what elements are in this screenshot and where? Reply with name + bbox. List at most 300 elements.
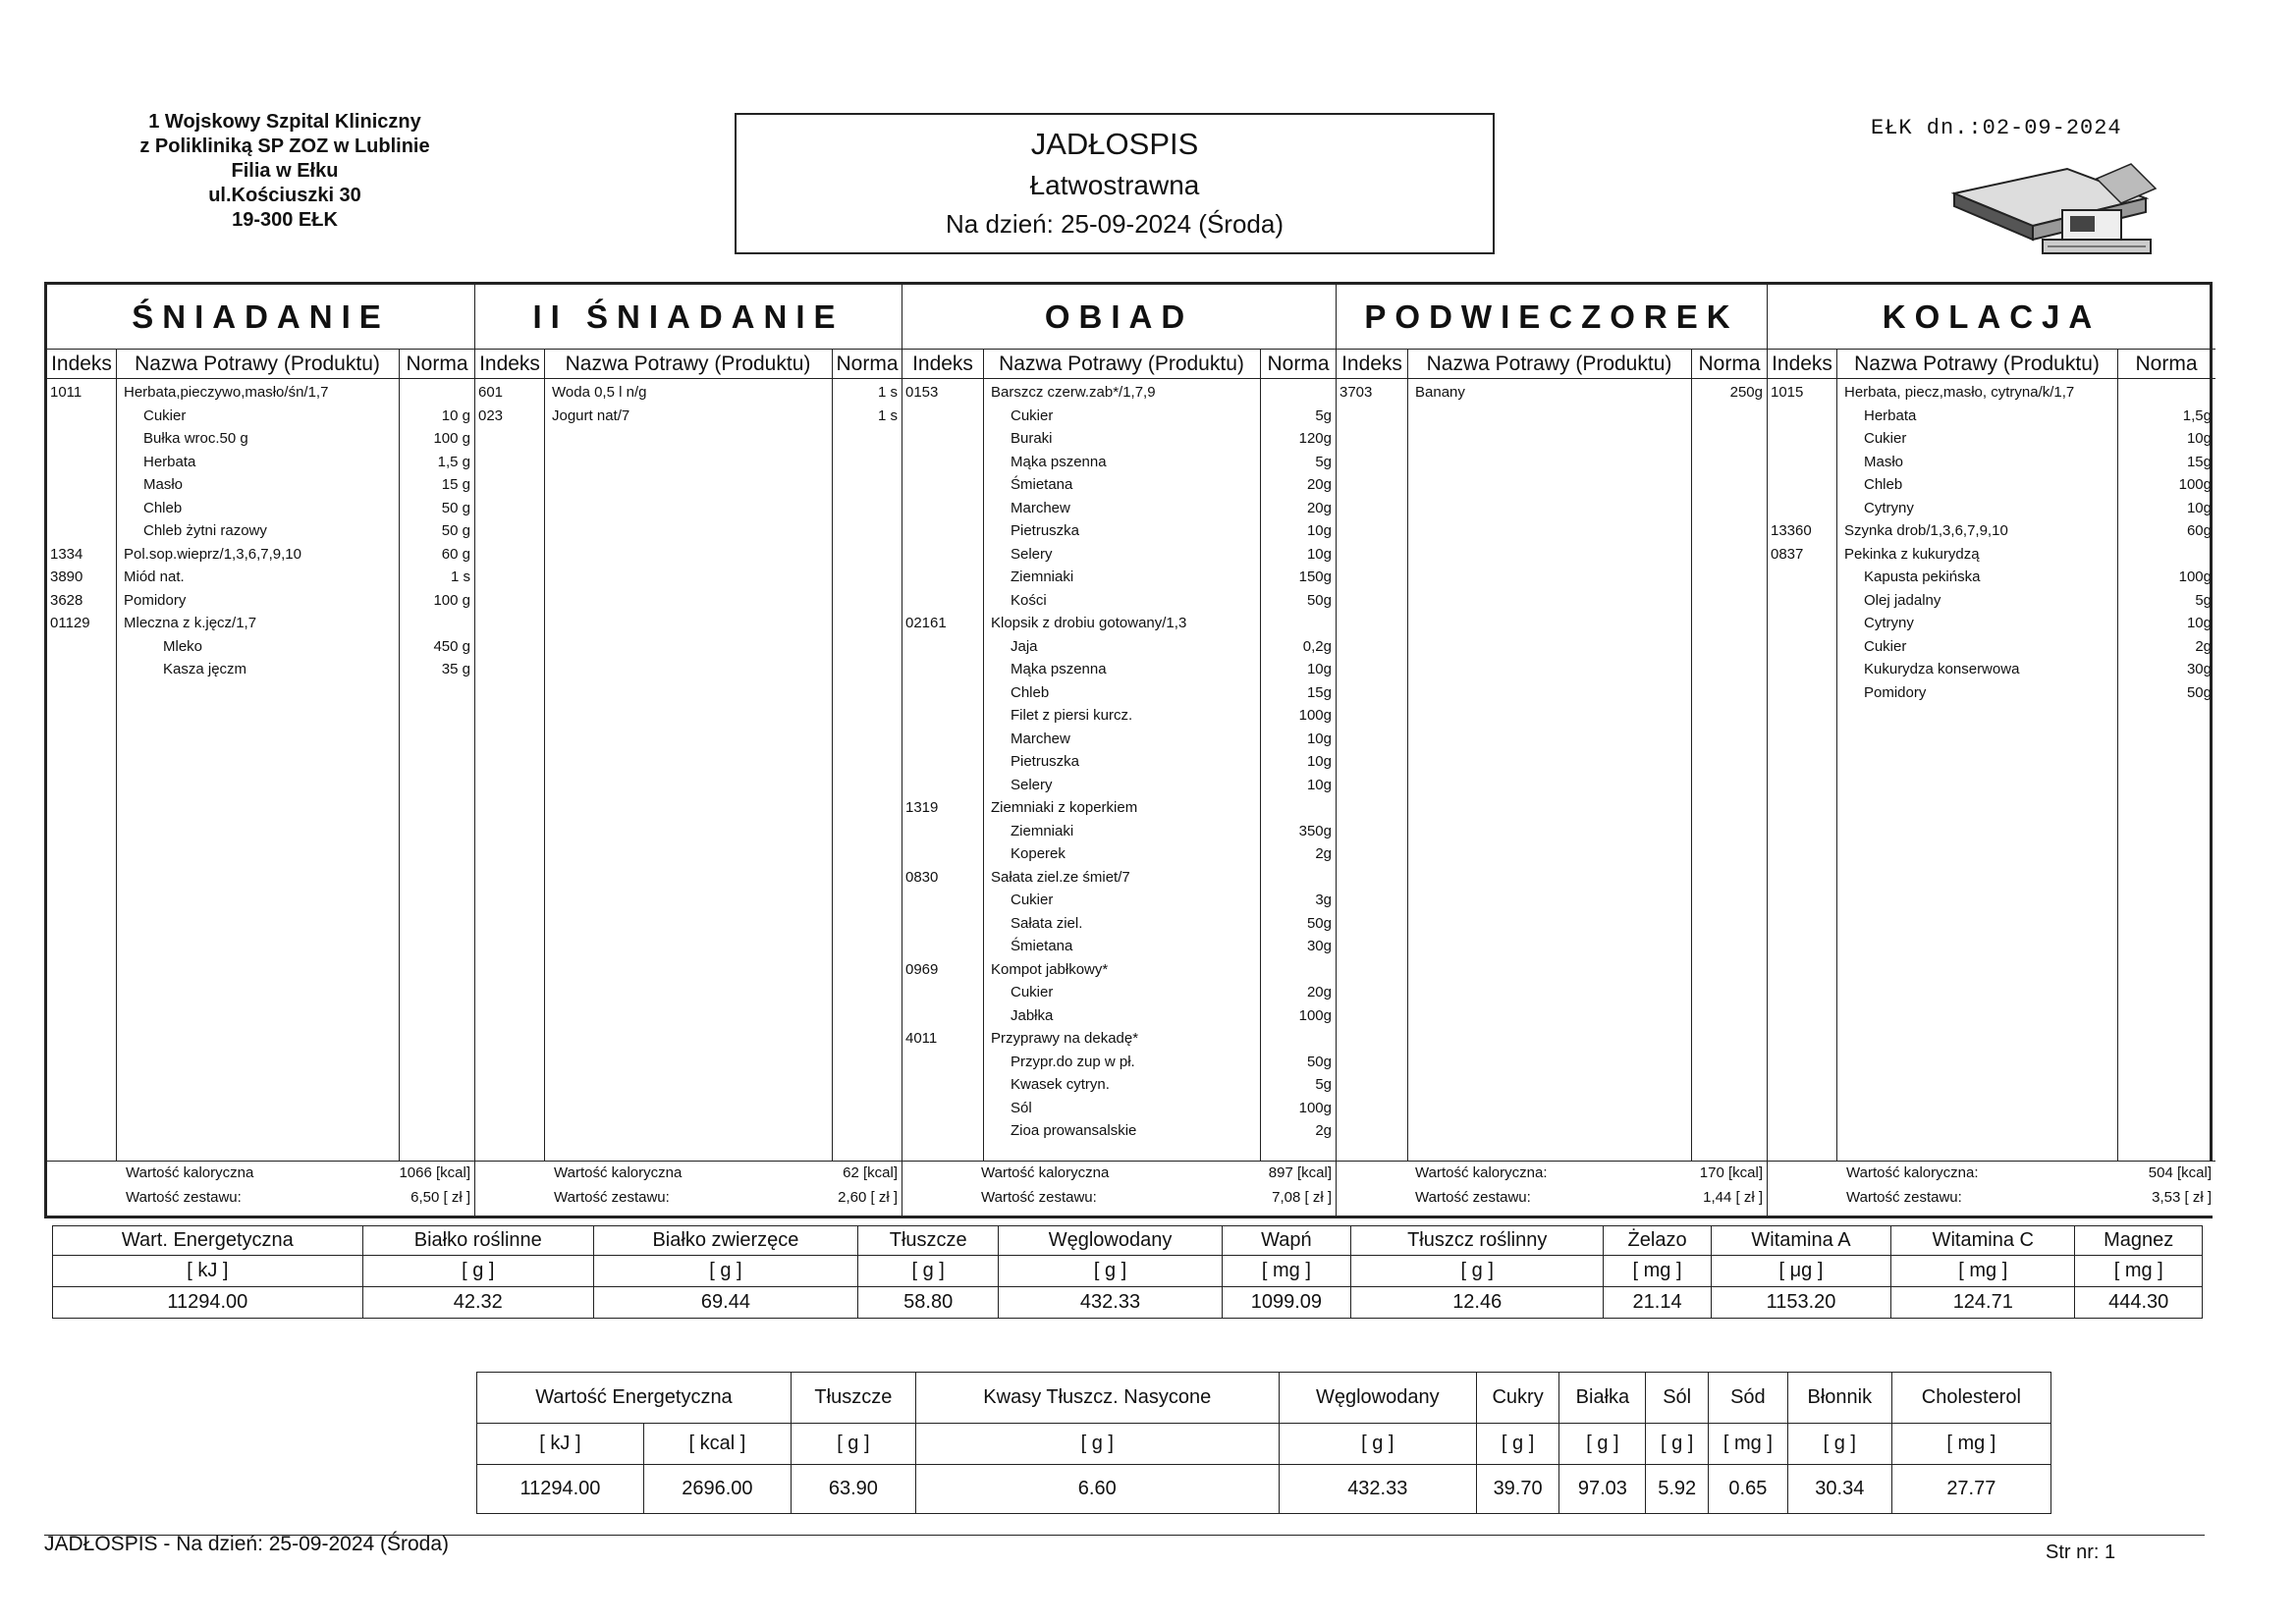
item-index: 3890 bbox=[50, 568, 83, 585]
nutrition-unit-cell: [ kJ ] bbox=[53, 1256, 363, 1287]
kcal-label: Wartość kaloryczna bbox=[554, 1164, 683, 1181]
item-name: Jogurt nat/7 bbox=[552, 406, 630, 424]
menu-item-row bbox=[1768, 658, 2215, 681]
item-norm: 50g bbox=[1306, 591, 1332, 609]
item-name: Przypr.do zup w pł. bbox=[1011, 1053, 1135, 1070]
item-norm: 15g bbox=[1306, 683, 1332, 701]
menu-item-row bbox=[902, 889, 1336, 912]
nazwa-header: Nazwa Potrawy (Produktu) bbox=[999, 352, 1244, 375]
menu-item-row bbox=[902, 473, 1336, 497]
norma-header: Norma bbox=[1267, 352, 1330, 375]
item-norm: 100g bbox=[2178, 568, 2212, 585]
item-norm: 20g bbox=[1306, 476, 1332, 493]
nutrition-summary-table bbox=[52, 1225, 2203, 1319]
nutrition-value-cell: 6.60 bbox=[915, 1465, 1279, 1514]
item-norm: 5g bbox=[1315, 453, 1332, 470]
nutrition-header-cell: Węglowodany bbox=[999, 1226, 1222, 1256]
item-norm: 1 s bbox=[450, 568, 470, 585]
item-name: Mąka pszenna bbox=[1011, 453, 1107, 470]
item-norm: 3g bbox=[1315, 892, 1332, 908]
nutrition-unit-cell: [ g ] bbox=[999, 1256, 1222, 1287]
nutrition-value-cell: 69.44 bbox=[593, 1287, 857, 1319]
nutrition-value-cell: 1099.09 bbox=[1222, 1287, 1351, 1319]
meal-title: KOLACJA bbox=[1768, 285, 2215, 350]
item-norm: 350g bbox=[1298, 822, 1332, 839]
menu-item-row bbox=[902, 543, 1336, 567]
menu-item-row bbox=[902, 519, 1336, 543]
item-index: 3703 bbox=[1339, 384, 1373, 401]
nutrition-header-cell: Witamina C bbox=[1891, 1226, 2075, 1256]
menu-item-row bbox=[47, 497, 474, 520]
meal-column-sniadanie bbox=[47, 285, 475, 1216]
column-divider bbox=[1407, 350, 1408, 1162]
item-name: Koperek bbox=[1011, 845, 1066, 862]
nutrition-value-cell: 5.92 bbox=[1646, 1465, 1708, 1514]
nutrition-value-cell: 432.33 bbox=[999, 1287, 1222, 1319]
item-norm: 60g bbox=[2186, 522, 2212, 539]
item-index: 13360 bbox=[1771, 522, 1812, 539]
item-name: Mąka pszenna bbox=[1011, 661, 1107, 677]
meal-summary bbox=[47, 1161, 474, 1216]
menu-item-row bbox=[1768, 589, 2215, 613]
meal-summary bbox=[902, 1161, 1336, 1216]
indeks-header: Indeks bbox=[912, 352, 973, 375]
menu-item-row bbox=[1768, 497, 2215, 520]
column-divider bbox=[544, 350, 545, 1162]
meal-column-kolacja bbox=[1768, 285, 2215, 1216]
item-index: 0830 bbox=[905, 868, 939, 886]
item-norm: 100g bbox=[1298, 707, 1332, 724]
item-norm: 150g bbox=[1298, 568, 1332, 585]
menu-item-row bbox=[902, 1119, 1336, 1143]
nutrition-unit-cell: [ g ] bbox=[1646, 1424, 1708, 1465]
item-name: Pietruszka bbox=[1011, 753, 1080, 770]
nutrition-value-cell: 63.90 bbox=[791, 1465, 915, 1514]
item-norm: 60 g bbox=[441, 545, 470, 563]
item-norm: 1 s bbox=[877, 384, 898, 401]
hospital-line: 1 Wojskowy Szpital Kliniczny bbox=[148, 111, 421, 133]
nutrition-header-cell: Cukry bbox=[1476, 1373, 1559, 1424]
menu-item-row bbox=[902, 635, 1336, 659]
menu-item-row bbox=[1768, 635, 2215, 659]
menu-item-row bbox=[47, 658, 474, 681]
item-name: Selery bbox=[1011, 545, 1053, 563]
column-subheader bbox=[475, 350, 902, 379]
menu-item-row bbox=[47, 566, 474, 589]
meal-summary bbox=[475, 1161, 902, 1216]
item-norm: 2g bbox=[1315, 845, 1332, 862]
cost-value: 3,53 [ zł ] bbox=[2152, 1189, 2212, 1206]
item-name: Masło bbox=[143, 476, 184, 493]
item-norm: 10g bbox=[2186, 615, 2212, 631]
menu-item-row bbox=[47, 589, 474, 613]
item-norm: 250g bbox=[1729, 384, 1763, 401]
item-name: Kapusta pekińska bbox=[1864, 568, 1981, 585]
item-name: Jabłka bbox=[1011, 1006, 1054, 1024]
item-name: Kasza jęczm bbox=[163, 661, 247, 677]
cost-label: Wartość zestawu: bbox=[1415, 1189, 1531, 1206]
item-norm: 10g bbox=[1306, 545, 1332, 563]
menu-item-row bbox=[902, 750, 1336, 774]
norma-header: Norma bbox=[836, 352, 899, 375]
column-subheader bbox=[47, 350, 474, 379]
nutrition-header-cell: Błonnik bbox=[1787, 1373, 1891, 1424]
menu-item-row bbox=[1768, 451, 2215, 474]
kcal-value: 62 [kcal] bbox=[843, 1164, 898, 1181]
nutrition-header-cell: Węglowodany bbox=[1279, 1373, 1476, 1424]
item-name: Kompot jabłkowy* bbox=[991, 960, 1109, 978]
menu-item-row bbox=[902, 774, 1336, 797]
nutrition-header-cell: Białko roślinne bbox=[362, 1226, 593, 1256]
meal-title: II ŚNIADANIE bbox=[475, 285, 902, 350]
item-name: Chleb bbox=[1864, 476, 1903, 493]
kcal-label: Wartość kaloryczna: bbox=[1415, 1164, 1548, 1181]
nutrition-header-cell: Cholesterol bbox=[1891, 1373, 2050, 1424]
item-name: Herbata, piecz,masło, cytryna/k/1,7 bbox=[1844, 384, 2075, 401]
item-name: Pomidory bbox=[1864, 683, 1927, 701]
item-index: 023 bbox=[478, 406, 504, 424]
menu-item-row bbox=[902, 728, 1336, 751]
menu-item-row bbox=[47, 612, 474, 635]
nutrition-unit-cell: [ g ] bbox=[1351, 1256, 1604, 1287]
nutrition-header-cell: Tłuszcze bbox=[858, 1226, 999, 1256]
nazwa-header: Nazwa Potrawy (Produktu) bbox=[135, 352, 380, 375]
item-name: Cukier bbox=[1864, 637, 1907, 655]
menu-item-row bbox=[902, 958, 1336, 982]
menu-item-row bbox=[902, 1073, 1336, 1097]
nutrition-value-cell: 21.14 bbox=[1604, 1287, 1712, 1319]
item-norm: 50 g bbox=[441, 499, 470, 516]
item-name: Sól bbox=[1011, 1099, 1032, 1116]
column-subheader bbox=[902, 350, 1336, 379]
item-index: 0153 bbox=[905, 384, 939, 401]
kcal-label: Wartość kaloryczna: bbox=[1846, 1164, 1979, 1181]
item-norm: 1,5g bbox=[2182, 406, 2212, 424]
menu-item-row bbox=[902, 658, 1336, 681]
item-norm: 100g bbox=[1298, 1006, 1332, 1024]
nutrition-value-cell: 444.30 bbox=[2075, 1287, 2203, 1319]
kcal-value: 1066 [kcal] bbox=[399, 1164, 470, 1181]
item-name: Marchew bbox=[1011, 499, 1070, 516]
item-name: Kukurydza konserwowa bbox=[1864, 661, 2020, 677]
cost-value: 7,08 [ zł ] bbox=[1272, 1189, 1332, 1206]
footer-title: JADŁOSPIS - Na dzień: 25-09-2024 (Środa) bbox=[44, 1533, 450, 1555]
nutrition-unit-cell: [ g ] bbox=[858, 1256, 999, 1287]
menu-date: Na dzień: 25-09-2024 (Środa) bbox=[946, 209, 1284, 239]
item-norm: 30g bbox=[2186, 661, 2212, 677]
menu-item-row bbox=[902, 405, 1336, 428]
item-norm: 10g bbox=[1306, 776, 1332, 793]
book-logo-icon bbox=[1949, 159, 2175, 257]
nutrition-value-cell: 39.70 bbox=[1476, 1465, 1559, 1514]
item-norm: 50 g bbox=[441, 522, 470, 539]
nutrition-unit-cell: [ g ] bbox=[593, 1256, 857, 1287]
nutrition-value-cell: 432.33 bbox=[1279, 1465, 1476, 1514]
item-name: Cytryny bbox=[1864, 615, 1914, 631]
menu-item-row bbox=[47, 381, 474, 405]
nutrition-unit-cell: [ μg ] bbox=[1711, 1256, 1890, 1287]
menu-item-row bbox=[902, 566, 1336, 589]
nutrition-header-cell: Sól bbox=[1646, 1373, 1708, 1424]
menu-item-row bbox=[902, 1051, 1336, 1074]
item-norm: 450 g bbox=[433, 637, 470, 655]
menu-item-row bbox=[902, 381, 1336, 405]
item-norm: 15 g bbox=[441, 476, 470, 493]
item-norm: 120g bbox=[1298, 430, 1332, 447]
nutrition-header-cell: Kwasy Tłuszcz. Nasycone bbox=[915, 1373, 1279, 1424]
nutrition-unit-cell: [ g ] bbox=[1279, 1424, 1476, 1465]
item-name: Marchew bbox=[1011, 730, 1070, 747]
item-name: Szynka drob/1,3,6,7,9,10 bbox=[1844, 522, 2008, 539]
item-norm: 5g bbox=[1315, 406, 1332, 424]
menu-item-row bbox=[1768, 519, 2215, 543]
item-norm: 30g bbox=[1306, 938, 1332, 954]
item-name: Pietruszka bbox=[1011, 522, 1080, 539]
meal-summary bbox=[1337, 1161, 1767, 1216]
meal-title: PODWIECZOREK bbox=[1337, 285, 1767, 350]
item-norm: 2g bbox=[2195, 637, 2212, 655]
item-index: 0837 bbox=[1771, 545, 1804, 563]
item-name: Kwasek cytryn. bbox=[1011, 1076, 1110, 1093]
item-name: Chleb żytni razowy bbox=[143, 522, 267, 539]
meal-column-obiad bbox=[902, 285, 1337, 1216]
item-name: Pomidory bbox=[124, 591, 187, 609]
menu-item-row bbox=[902, 451, 1336, 474]
nutrition-header-cell: Tłuszcze bbox=[791, 1373, 915, 1424]
menu-item-row bbox=[1768, 566, 2215, 589]
meal-column-ii-sniadanie bbox=[475, 285, 902, 1216]
issue-date: EŁK dn.:02-09-2024 bbox=[1871, 116, 2122, 140]
menu-item-row bbox=[475, 381, 902, 405]
item-name: Sałata ziel. bbox=[1011, 914, 1083, 932]
item-index: 02161 bbox=[905, 615, 947, 631]
hospital-line: ul.Kościuszki 30 bbox=[208, 185, 361, 206]
item-norm: 0,2g bbox=[1302, 637, 1332, 655]
menu-item-row bbox=[902, 704, 1336, 728]
nutrition-value-cell: 30.34 bbox=[1787, 1465, 1891, 1514]
menu-item-row bbox=[47, 427, 474, 451]
menu-item-row bbox=[47, 473, 474, 497]
indeks-header: Indeks bbox=[1772, 352, 1832, 375]
item-name: Barszcz czerw.zab*/1,7,9 bbox=[991, 384, 1156, 401]
item-name: Jaja bbox=[1011, 637, 1038, 655]
cost-label: Wartość zestawu: bbox=[1846, 1189, 1962, 1206]
menu-item-row bbox=[1768, 543, 2215, 567]
norma-header: Norma bbox=[406, 352, 468, 375]
nutrition-header-cell: Białka bbox=[1559, 1373, 1646, 1424]
cost-value: 1,44 [ zł ] bbox=[1703, 1189, 1763, 1206]
nutrition-label-table bbox=[476, 1372, 2051, 1514]
item-name: Filet z piersi kurcz. bbox=[1011, 707, 1133, 724]
item-norm: 20g bbox=[1306, 984, 1332, 1001]
menu-item-row bbox=[902, 1097, 1336, 1120]
nutrition-unit-cell: [ kJ ] bbox=[477, 1424, 644, 1465]
menu-item-row bbox=[47, 451, 474, 474]
nutrition-value-cell: 42.32 bbox=[362, 1287, 593, 1319]
page-number: Str nr: 1 bbox=[2046, 1542, 2116, 1563]
item-name: Chleb bbox=[143, 499, 183, 516]
item-name: Kości bbox=[1011, 591, 1047, 609]
item-name: Miód nat. bbox=[124, 568, 185, 585]
menu-item-row bbox=[1768, 473, 2215, 497]
meal-title: OBIAD bbox=[902, 285, 1336, 350]
menu-item-row bbox=[902, 935, 1336, 958]
cost-label: Wartość zestawu: bbox=[554, 1189, 670, 1206]
item-name: Banany bbox=[1415, 384, 1465, 401]
item-name: Herbata bbox=[143, 453, 196, 470]
item-name: Ziemniaki bbox=[1011, 822, 1074, 839]
item-norm: 10g bbox=[1306, 730, 1332, 747]
item-norm: 10g bbox=[2186, 430, 2212, 447]
item-norm: 100g bbox=[1298, 1099, 1332, 1116]
item-index: 01129 bbox=[50, 615, 90, 631]
item-name: Ziemniaki z koperkiem bbox=[991, 799, 1138, 816]
column-subheader bbox=[1768, 350, 2215, 379]
item-norm: 100 g bbox=[433, 591, 470, 609]
nutrition-unit-cell: [ mg ] bbox=[1891, 1256, 2075, 1287]
item-norm: 15g bbox=[2186, 453, 2212, 470]
kcal-label: Wartość kaloryczna bbox=[126, 1164, 254, 1181]
nutrition-value-cell: 124.71 bbox=[1891, 1287, 2075, 1319]
column-subheader bbox=[1337, 350, 1767, 379]
item-norm: 10g bbox=[1306, 753, 1332, 770]
diet-name: Łatwostrawna bbox=[1029, 170, 1200, 200]
nutrition-unit-cell: [ kcal ] bbox=[643, 1424, 791, 1465]
item-name: Pekinka z kukurydzą bbox=[1844, 545, 1980, 563]
item-index: 1015 bbox=[1771, 384, 1804, 401]
item-name: Buraki bbox=[1011, 430, 1053, 447]
item-norm: 10 g bbox=[441, 406, 470, 424]
menu-table bbox=[44, 282, 2213, 1218]
nutrition-value-cell: 1153.20 bbox=[1711, 1287, 1890, 1319]
menu-item-row bbox=[1768, 427, 2215, 451]
nutrition-header-cell: Białko zwierzęce bbox=[593, 1226, 857, 1256]
meal-title: ŚNIADANIE bbox=[47, 285, 474, 350]
nutrition-header-cell: Wart. Energetyczna bbox=[53, 1226, 363, 1256]
item-norm: 5g bbox=[2195, 591, 2212, 609]
item-norm: 20g bbox=[1306, 499, 1332, 516]
kcal-label: Wartość kaloryczna bbox=[981, 1164, 1110, 1181]
menu-item-row bbox=[1768, 681, 2215, 705]
nutrition-header-cell: Żelazo bbox=[1604, 1226, 1712, 1256]
menu-item-row bbox=[902, 981, 1336, 1004]
menu-item-row bbox=[47, 405, 474, 428]
hospital-address bbox=[98, 110, 471, 233]
menu-item-row bbox=[902, 612, 1336, 635]
item-name: Sałata ziel.ze śmiet/7 bbox=[991, 868, 1130, 886]
cost-value: 6,50 [ zł ] bbox=[410, 1189, 470, 1206]
item-name: Herbata,pieczywo,masło/śn/1,7 bbox=[124, 384, 329, 401]
cost-label: Wartość zestawu: bbox=[126, 1189, 242, 1206]
nutrition-unit-cell: [ g ] bbox=[362, 1256, 593, 1287]
item-name: Zioa prowansalskie bbox=[1011, 1122, 1137, 1139]
item-name: Przyprawy na dekadę* bbox=[991, 1030, 1139, 1047]
item-norm: 1,5 g bbox=[437, 453, 470, 470]
item-index: 0969 bbox=[905, 960, 939, 978]
item-norm: 10g bbox=[1306, 522, 1332, 539]
nutrition-value-cell: 12.46 bbox=[1351, 1287, 1604, 1319]
nazwa-header: Nazwa Potrawy (Produktu) bbox=[1426, 352, 1672, 375]
nutrition-header-cell: Wartość Energetyczna bbox=[477, 1373, 792, 1424]
item-norm: 100 g bbox=[433, 430, 470, 447]
item-name: Chleb bbox=[1011, 683, 1050, 701]
item-norm: 50g bbox=[2186, 683, 2212, 701]
item-index: 1011 bbox=[50, 384, 82, 401]
item-norm: 100g bbox=[2178, 476, 2212, 493]
nutrition-value-cell: 11294.00 bbox=[477, 1465, 644, 1514]
column-divider bbox=[1691, 350, 1692, 1162]
nutrition-header-cell: Wapń bbox=[1222, 1226, 1351, 1256]
item-index: 601 bbox=[478, 384, 504, 401]
menu-item-row bbox=[902, 842, 1336, 866]
nutrition-unit-cell: [ g ] bbox=[1476, 1424, 1559, 1465]
indeks-header: Indeks bbox=[51, 352, 112, 375]
item-name: Mleko bbox=[163, 637, 203, 655]
item-name: Cukier bbox=[143, 406, 187, 424]
menu-item-row bbox=[902, 820, 1336, 843]
item-name: Cukier bbox=[1011, 406, 1054, 424]
menu-item-row bbox=[902, 912, 1336, 936]
item-norm: 35 g bbox=[441, 661, 470, 677]
menu-item-row bbox=[902, 681, 1336, 705]
menu-item-row bbox=[902, 866, 1336, 890]
nutrition-value-cell: 97.03 bbox=[1559, 1465, 1646, 1514]
item-name: Ziemniaki bbox=[1011, 568, 1074, 585]
item-name: Herbata bbox=[1864, 406, 1917, 424]
menu-item-row bbox=[902, 1027, 1336, 1051]
nutrition-unit-cell: [ mg ] bbox=[1604, 1256, 1712, 1287]
item-norm: 10g bbox=[2186, 499, 2212, 516]
item-name: Cukier bbox=[1011, 984, 1054, 1001]
nazwa-header: Nazwa Potrawy (Produktu) bbox=[1854, 352, 2100, 375]
item-norm: 50g bbox=[1306, 914, 1332, 932]
menu-item-row bbox=[902, 1004, 1336, 1028]
kcal-value: 504 [kcal] bbox=[2148, 1164, 2212, 1181]
kcal-value: 170 [kcal] bbox=[1699, 1164, 1763, 1181]
item-index: 1334 bbox=[50, 545, 83, 563]
cost-value: 2,60 [ zł ] bbox=[838, 1189, 898, 1206]
item-name: Cytryny bbox=[1864, 499, 1914, 516]
nutrition-header-cell: Sód bbox=[1708, 1373, 1787, 1424]
indeks-header: Indeks bbox=[479, 352, 540, 375]
item-norm: 10g bbox=[1306, 661, 1332, 677]
nutrition-unit-cell: [ mg ] bbox=[1708, 1424, 1787, 1465]
menu-item-row bbox=[1768, 381, 2215, 405]
menu-item-row bbox=[902, 796, 1336, 820]
norma-header: Norma bbox=[1698, 352, 1761, 375]
menu-item-row bbox=[47, 519, 474, 543]
menu-item-row bbox=[902, 497, 1336, 520]
item-name: Cukier bbox=[1864, 430, 1907, 447]
kcal-value: 897 [kcal] bbox=[1268, 1164, 1332, 1181]
meal-summary bbox=[1768, 1161, 2215, 1216]
item-index: 3628 bbox=[50, 591, 83, 609]
menu-item-row bbox=[902, 589, 1336, 613]
nutrition-unit-cell: [ g ] bbox=[915, 1424, 1279, 1465]
item-name: Woda 0,5 l n/g bbox=[552, 384, 647, 401]
item-name: Cukier bbox=[1011, 892, 1054, 908]
nutrition-unit-cell: [ mg ] bbox=[1222, 1256, 1351, 1287]
item-index: 1319 bbox=[905, 799, 939, 816]
item-norm: 50g bbox=[1306, 1053, 1332, 1070]
nutrition-unit-cell: [ mg ] bbox=[2075, 1256, 2203, 1287]
item-name: Bułka wroc.50 g bbox=[143, 430, 248, 447]
nutrition-value-cell: 27.77 bbox=[1891, 1465, 2050, 1514]
item-norm: 2g bbox=[1315, 1122, 1332, 1139]
item-name: Masło bbox=[1864, 453, 1904, 470]
nutrition-value-cell: 58.80 bbox=[858, 1287, 999, 1319]
column-divider bbox=[832, 350, 833, 1162]
